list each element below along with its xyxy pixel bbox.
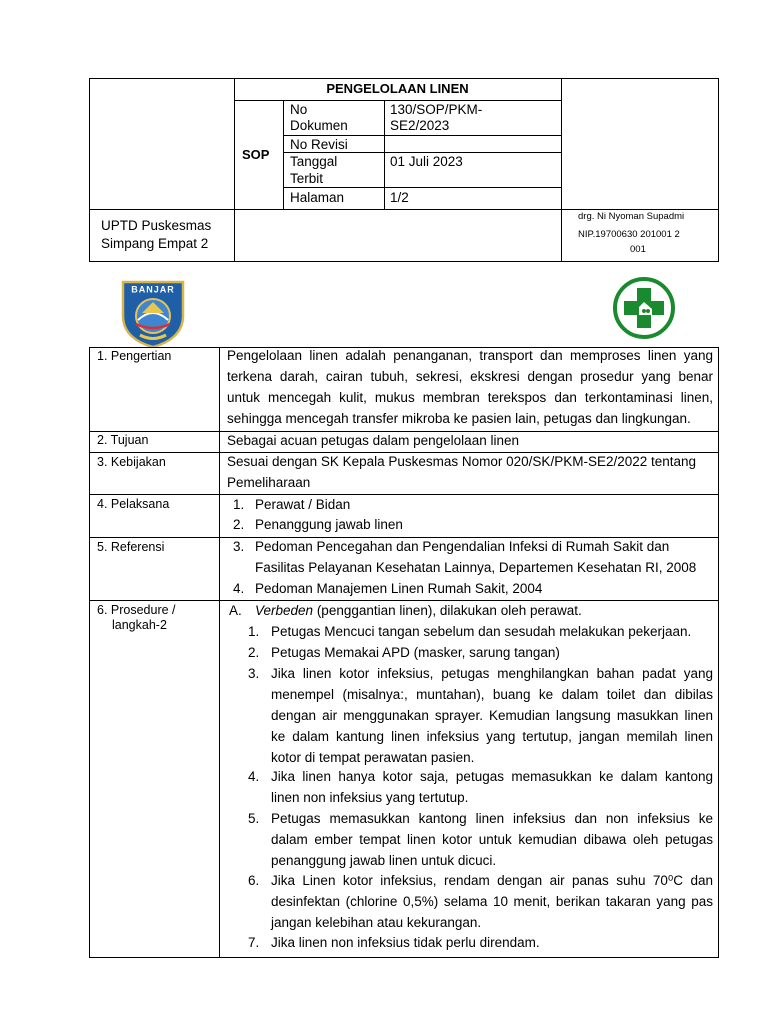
signatory-name: drg. Ni Nyoman Supadmi	[578, 211, 685, 222]
signatory-nip-1: NIP.19700630 201001 2	[578, 229, 680, 240]
step-line: penanggung jawab linen untuk dicuci.	[271, 853, 497, 868]
tanggal-terbit-label-2: Terbit	[290, 171, 324, 186]
referensi-num: 4.	[233, 581, 245, 596]
step-num: 5.	[248, 811, 260, 826]
step-num: 2.	[248, 645, 260, 660]
pengertian-line: Pengelolaan linen adalah penanganan, transport dan memproses linen yang	[227, 348, 713, 363]
puskesmas-logo	[612, 276, 676, 340]
step-4-text	[271, 766, 713, 808]
step-line: Jika Linen kotor infeksius, rendam dengan air panas suhu 70⁰C dan	[271, 873, 713, 888]
org-name-line-1: UPTD Puskesmas	[101, 218, 212, 233]
section-label-tujuan: 2. Tujuan	[97, 433, 149, 447]
no-dokumen-label-1: No	[290, 102, 308, 117]
pengertian-line: terkena darah, cairan tubuh, sekresi, ekskresi dengan prosedur yang benar	[227, 369, 713, 384]
no-dokumen-value-1: 130/SOP/PKM-	[390, 102, 483, 117]
step-line: Petugas memasukkan kantong linen infeksius dan non infeksius ke	[271, 811, 713, 826]
signatory-nip-2: 001	[630, 244, 646, 255]
prosedure-a-letter: A.	[229, 603, 242, 618]
referensi-item: Pedoman Manajemen Linen Rumah Sakit, 2004	[255, 581, 543, 596]
step-num: 1.	[248, 624, 260, 639]
step-line: jangan kelebihan atau kekurangan.	[271, 915, 482, 930]
step-num: 4.	[248, 769, 260, 784]
banjar-logo-text: BANJAR	[131, 284, 175, 295]
prosedure-a-italic: Verbeden	[255, 603, 314, 618]
pelaksana-item: Perawat / Bidan	[255, 497, 351, 512]
step-line: desinfektan (chlorine 0,5%) selama 10 menit, berikan takaran yang pas	[271, 894, 713, 909]
step-line: menempel (misalnya:, muntahan), buang ke dalam toilet dan dibilas	[271, 687, 713, 702]
pelaksana-item: Penanggung jawab linen	[255, 517, 403, 532]
section-label-pengertian: 1. Pengertian	[97, 349, 172, 363]
tanggal-terbit-value: 01 Juli 2023	[390, 154, 463, 169]
pengertian-text	[227, 345, 713, 429]
kebijakan-line-1: Sesuai dengan SK Kepala Puskesmas Nomor 020/SK/PKM-SE2/2022 tentang	[227, 454, 697, 469]
step-num: 3.	[248, 666, 260, 681]
step-line: Jika linen kotor infeksius, petugas menghilangkan bahan padat yang	[271, 666, 713, 681]
referensi-item: Pedoman Pencegahan dan Pengendalian Infeksi di Rumah Sakit dan	[255, 539, 670, 554]
step-3-text	[271, 663, 713, 768]
no-revisi-label: No Revisi	[290, 137, 348, 152]
step-text: Jika linen non infeksius tidak perlu direndam.	[271, 935, 540, 950]
tujuan-text: Sebagai acuan petugas dalam pengelolaan linen	[227, 433, 519, 448]
pengertian-line: untuk mencegah kulit, mukus membran terekspos dan terkontaminasi linen,	[227, 390, 713, 405]
step-line: dengan air menggunakan sprayer. Kemudian langsung masukkan linen	[271, 708, 713, 723]
section-label-kebijakan: 3. Kebijakan	[97, 455, 166, 469]
step-5-text	[271, 808, 713, 871]
section-label-prosedure-2: langkah-2	[112, 618, 167, 632]
step-line: ke dalam kantung linen infeksius yang tertutup, jangan memilah linen	[271, 729, 713, 744]
step-line: Jika linen hanya kotor saja, petugas memasukkan ke dalam kantong	[271, 769, 713, 784]
sop-label: SOP	[242, 147, 270, 162]
step-num: 7.	[248, 935, 260, 950]
step-num: 6.	[248, 873, 260, 888]
step-text: Petugas Mencuci tangan sebelum dan sesudah melakukan pekerjaan.	[271, 624, 692, 639]
kebijakan-line-2: Pemeliharaan	[227, 475, 311, 490]
prosedure-a-heading	[255, 600, 582, 621]
section-label-prosedure-1: 6. Prosedure /	[97, 603, 176, 617]
no-dokumen-value-2: SE2/2023	[390, 118, 450, 133]
document-title: PENGELOLAAN LINEN	[326, 81, 469, 96]
banjar-regency-logo	[120, 280, 186, 348]
step-text: Petugas Memakai APD (masker, sarung tangan)	[271, 645, 560, 660]
section-label-referensi: 5. Referensi	[97, 540, 165, 554]
section-label-pelaksana: 4. Pelaksana	[97, 497, 170, 511]
step-line: kotor di tempat perawatan pasien.	[271, 750, 475, 765]
pelaksana-num: 2.	[233, 517, 245, 532]
org-name-line-2: Simpang Empat 2	[101, 236, 209, 251]
no-dokumen-label-2: Dokumen	[290, 118, 348, 133]
step-line: linen non infeksius yang tertutup.	[271, 790, 469, 805]
step-6-text	[271, 870, 713, 933]
tanggal-terbit-label-1: Tanggal	[290, 154, 338, 169]
halaman-label: Halaman	[290, 190, 345, 205]
pengertian-line: sehingga mencegah transfer mikroba ke pasien lain, petugas dan lingkungan.	[227, 411, 691, 426]
referensi-item: Fasilitas Pelayanan Kesehatan Lainnya, Departemen Kesehatan RI, 2008	[255, 560, 697, 575]
referensi-num: 3.	[233, 539, 245, 554]
halaman-value: 1/2	[390, 190, 409, 205]
prosedure-a-rest: (penggantian linen), dilakukan oleh perawat.	[313, 603, 582, 618]
pelaksana-num: 1.	[233, 497, 245, 512]
step-line: dalam ember tempat linen kotor untuk kemudian dibawa oleh petugas	[271, 832, 713, 847]
